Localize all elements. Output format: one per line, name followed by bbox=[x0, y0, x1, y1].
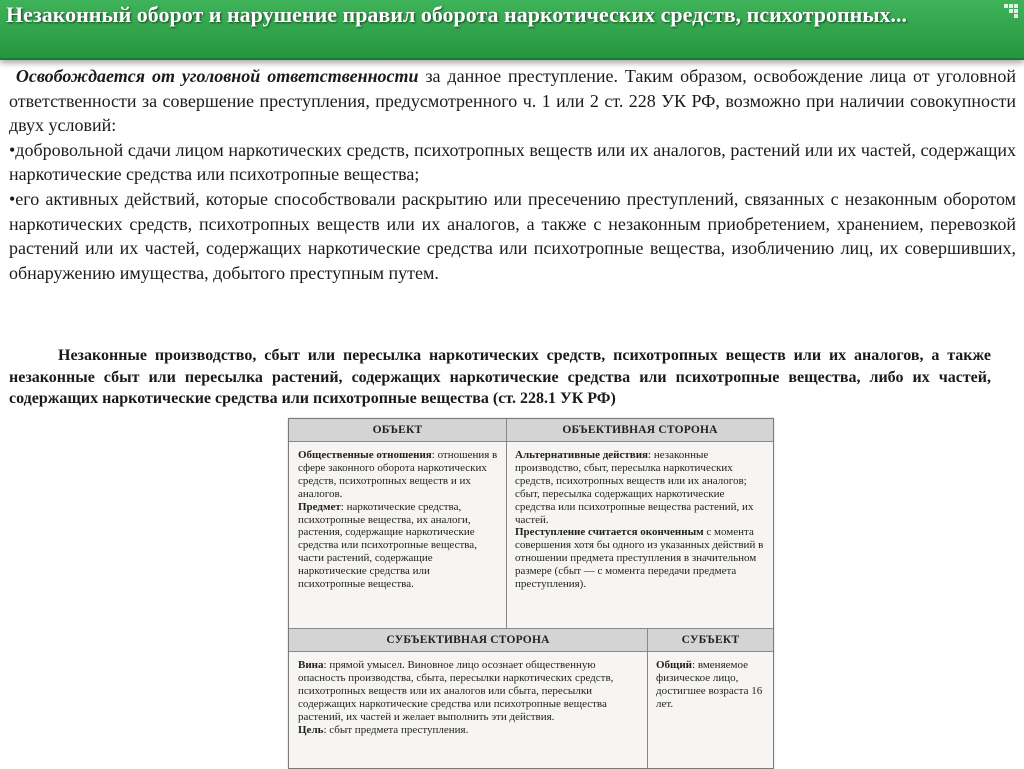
object-relations-text: : отношения в сфере законного оборота наркотических средств, психотропных веществ и их аналогов. bbox=[298, 449, 498, 500]
alternative-actions-label: Альтернативные действия bbox=[515, 449, 649, 461]
corner-grid-icon bbox=[1004, 4, 1018, 18]
subjective-side-cell bbox=[298, 659, 638, 736]
bold-paragraph-text: Незаконные производство, сбыт или пересылка наркотических средств, психотропных веществ или их аналогов, а также незаконные сбыт или пересылка растений, содержащих наркотические средства или психотропные вещества, либо их частей, содержащих наркотические средства или психотропные вещества (ст. 228.1 УК РФ) bbox=[9, 347, 991, 408]
object-subject-text: : наркотические средства, психотропные вещества, их аналоги, растения, содержащие наркотические средства или психотропные вещества, части растений, содержащие наркотические средства или психотропные вещества. bbox=[298, 500, 477, 591]
title-bar bbox=[0, 0, 1024, 60]
subject-general-text: : вменяемое физическое лицо, достигшее возраста 16 лет. bbox=[656, 659, 763, 710]
goal-text: : сбыт предмета преступления. bbox=[323, 723, 469, 736]
subject-header: СУБЪЕКТ bbox=[648, 629, 773, 652]
slide-title: Незаконный оборот и нарушение правил оборота наркотических средств, психотропных... bbox=[6, 2, 907, 27]
object-cell bbox=[298, 449, 498, 591]
completion-text: с момента совершения хотя бы одного из указанных действий в отношении предмета преступления в значительном размере (сбыт — с момента передачи предмета преступления). bbox=[515, 526, 764, 591]
column-divider bbox=[506, 419, 507, 628]
guilt-label: Вина bbox=[298, 659, 324, 671]
main-text bbox=[9, 64, 1016, 285]
object-subject-label: Предмет bbox=[298, 500, 341, 513]
intro-rest: за данное преступление. Таким образом, освобождение лица от уголовной ответственности за совершение преступления, предусмотренного ч. 1 или 2 ст. 228 УК РФ, возможно при наличии совокупности двух условий: bbox=[9, 66, 1016, 136]
subject-general-label: Общий bbox=[656, 659, 693, 671]
intro-paragraph bbox=[9, 64, 1016, 138]
completion-label: Преступление считается оконченным bbox=[515, 526, 704, 539]
bullet-item-2: •его активных действий, которые способствовали раскрытию или пресечению преступлений, связанных с незаконным оборотом наркотических средств, психотропных веществ или их аналогов, а также с незаконным приобретением, хранением, перевозкой растений или их частей, содержащих наркотические средства или психотропные вещества, изобличению лиц, их совершивших, обнаружению имущества, добытого преступным путем. bbox=[9, 188, 1016, 283]
crime-composition-table bbox=[288, 418, 774, 769]
column-divider bbox=[647, 629, 648, 768]
object-header: ОБЪЕКТ bbox=[289, 419, 506, 442]
intro-emphasis: Освобождается от уголовной ответственности bbox=[15, 66, 419, 86]
object-relations-label: Общественные отношения bbox=[298, 449, 432, 461]
subject-cell bbox=[656, 659, 766, 711]
objective-side-cell bbox=[515, 449, 765, 591]
guilt-text: : прямой умысел. Виновное лицо осознает общественную опасность производства, сбыта, пересылки наркотических средств, психотропных веществ или их аналогов или сбыта, пересылки содержащих наркотические средства или психотропные вещества растений, их частей и желает выполнить эти действия. bbox=[298, 659, 614, 723]
bold-paragraph bbox=[9, 345, 991, 410]
alternative-actions-text: : незаконные производство, сбыт, пересылка наркотических средств, психотропных веществ или их аналогов; сбыт, пересылка содержащих наркотические средства или психотропные вещества растений, их частей. bbox=[515, 449, 754, 526]
subjective-side-header: СУБЪЕКТИВНАЯ СТОРОНА bbox=[289, 629, 647, 652]
bullet-item-1: •добровольной сдачи лицом наркотических средств, психотропных веществ или их аналогов, растений или их частей, содержащих наркотические средства или психотропные вещества; bbox=[9, 139, 1016, 185]
objective-side-header: ОБЪЕКТИВНАЯ СТОРОНА bbox=[507, 419, 773, 442]
goal-label: Цель bbox=[298, 723, 324, 736]
